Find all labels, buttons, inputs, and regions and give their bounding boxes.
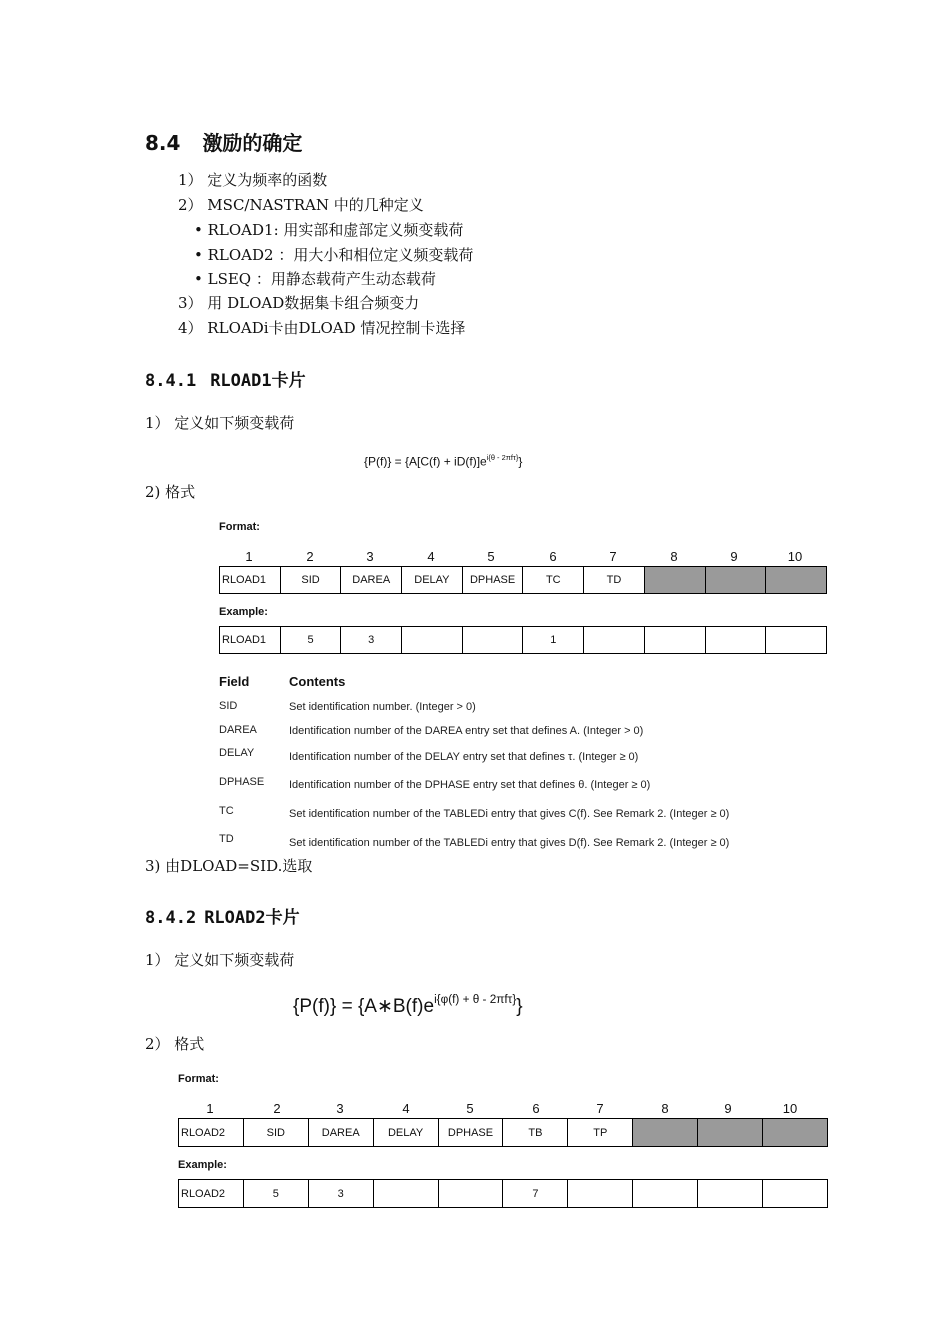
table-cell: DPHASE — [438, 1119, 503, 1147]
column-numbers — [178, 1101, 828, 1117]
table-cell: 1 — [523, 627, 584, 654]
column-number: 8 — [661, 1101, 669, 1116]
contents-column-header: Contents — [289, 674, 346, 689]
table-cell — [705, 627, 766, 654]
equation-main: {P(f)} = {A∗B(f)e — [293, 995, 435, 1017]
table-cell-shaded — [763, 1119, 828, 1147]
intro-bullet: • RLOAD1: 用实部和虚部定义频变载荷 — [194, 221, 464, 239]
table-cell — [766, 627, 827, 654]
table-cell — [568, 1180, 633, 1208]
example-label: Example: — [219, 606, 268, 618]
field-name: SID — [219, 700, 238, 712]
table-cell: DPHASE — [462, 567, 523, 594]
table-cell: DAREA — [341, 567, 402, 594]
column-number: 10 — [782, 1101, 798, 1116]
rload2-equation — [293, 993, 523, 1018]
column-number: 3 — [336, 1101, 344, 1116]
subsection-title: RLOAD2卡片 — [204, 908, 300, 928]
rload1-format-table — [219, 566, 827, 594]
step-3-text: 3) 由DLOAD=SID.选取 — [145, 857, 313, 875]
column-number: 2 — [273, 1101, 281, 1116]
step-2-text: 2） 格式 — [145, 1035, 205, 1053]
intro-item: 1） 定义为频率的函数 — [178, 171, 328, 189]
table-cell: TD — [584, 567, 645, 594]
column-number: 7 — [609, 549, 617, 564]
column-number: 6 — [549, 549, 557, 564]
column-number: 3 — [366, 549, 374, 564]
table-row — [179, 1180, 828, 1208]
equation-end: } — [518, 454, 523, 469]
table-cell-shaded — [644, 567, 705, 594]
table-cell: TC — [523, 567, 584, 594]
step-1-text: 1） 定义如下频变载荷 — [145, 951, 295, 969]
rload2-format-table — [178, 1118, 828, 1147]
column-number: 1 — [206, 1101, 214, 1116]
field-description: Identification number of the DELAY entry set that defines τ. (Integer ≥ 0) — [289, 751, 639, 763]
table-cell: SID — [280, 567, 341, 594]
table-cell: TB — [503, 1119, 568, 1147]
column-number: 5 — [466, 1101, 474, 1116]
table-cell: 3 — [308, 1180, 373, 1208]
table-cell-shaded — [633, 1119, 698, 1147]
equation-exponent: i{θ - 2πfτ} — [486, 453, 519, 462]
table-cell: DAREA — [308, 1119, 373, 1147]
equation-main: {P(f)} = {A[C(f) + iD(f)]e — [364, 454, 487, 469]
column-number: 9 — [730, 549, 738, 564]
equation-end: } — [516, 995, 523, 1017]
table-cell: TP — [568, 1119, 633, 1147]
column-number: 6 — [532, 1101, 540, 1116]
table-cell — [698, 1180, 763, 1208]
table-cell: 7 — [503, 1180, 568, 1208]
field-name: TD — [219, 833, 234, 845]
step-2-text: 2) 格式 — [145, 483, 196, 501]
format-label: Format: — [178, 1073, 219, 1085]
table-cell: RLOAD1 — [220, 567, 281, 594]
example-label: Example: — [178, 1159, 227, 1171]
table-cell-shaded — [766, 567, 827, 594]
table-cell-shaded — [698, 1119, 763, 1147]
field-name: TC — [219, 805, 234, 817]
subsection-title: RLOAD1卡片 — [210, 371, 306, 391]
intro-bullet: • LSEQ ：用静态载荷产生动态载荷 — [194, 270, 436, 288]
table-cell: RLOAD2 — [179, 1119, 244, 1147]
table-cell — [438, 1180, 503, 1208]
intro-bullet: • RLOAD2 ：用大小和相位定义频变载荷 — [194, 246, 474, 264]
column-number: 1 — [245, 549, 253, 564]
column-numbers — [219, 549, 826, 565]
table-cell — [462, 627, 523, 654]
table-cell: 3 — [341, 627, 402, 654]
rload1-equation — [364, 453, 522, 469]
table-cell — [402, 627, 463, 654]
field-description: Identification number of the DAREA entry set that defines A. (Integer > 0) — [289, 725, 644, 737]
field-name: DELAY — [219, 747, 255, 759]
rload1-example-table — [219, 626, 827, 654]
table-cell: SID — [243, 1119, 308, 1147]
field-description: Set identification number of the TABLEDi entry that gives D(f). See Remark 2. (Integer ≥ 0) — [289, 837, 730, 849]
step-1-text: 1） 定义如下频变载荷 — [145, 414, 295, 432]
table-cell — [763, 1180, 828, 1208]
column-number: 4 — [427, 549, 435, 564]
table-row — [179, 1119, 828, 1147]
field-description: Set identification number. (Integer > 0) — [289, 701, 476, 713]
table-cell: 5 — [243, 1180, 308, 1208]
table-cell — [584, 627, 645, 654]
table-cell: DELAY — [373, 1119, 438, 1147]
field-description: Set identification number of the TABLEDi entry that gives C(f). See Remark 2. (Integer ≥ 0) — [289, 808, 730, 820]
field-column-header: Field — [219, 674, 250, 689]
section-number: 8.4 — [145, 131, 181, 155]
field-name: DAREA — [219, 724, 257, 736]
column-number: 5 — [487, 549, 495, 564]
intro-item: 3） 用 DLOAD数据集卡组合频变力 — [178, 294, 420, 312]
subsection-number: 8.4.1 — [145, 371, 197, 391]
column-number: 4 — [402, 1101, 410, 1116]
subsection-heading-rload1 — [145, 366, 306, 391]
equation-exponent: i{φ(f) + θ - 2πfτ} — [434, 993, 517, 1006]
field-description: Identification number of the DPHASE entry set that defines θ. (Integer ≥ 0) — [289, 779, 651, 791]
section-heading — [145, 127, 302, 156]
table-cell — [644, 627, 705, 654]
column-number: 2 — [306, 549, 314, 564]
section-title: 激励的确定 — [202, 131, 303, 155]
rload2-example-table — [178, 1179, 828, 1208]
column-number: 7 — [596, 1101, 604, 1116]
table-row — [220, 627, 827, 654]
table-cell: DELAY — [402, 567, 463, 594]
subsection-heading-rload2 — [145, 903, 300, 928]
table-cell: RLOAD2 — [179, 1180, 244, 1208]
table-cell-shaded — [705, 567, 766, 594]
column-number: 8 — [670, 549, 678, 564]
column-number: 10 — [787, 549, 803, 564]
table-cell: 5 — [280, 627, 341, 654]
subsection-number: 8.4.2 — [145, 908, 197, 928]
intro-item: 4） RLOADi卡由DLOAD 情况控制卡选择 — [178, 319, 466, 337]
intro-item: 2） MSC/NASTRAN 中的几种定义 — [178, 196, 424, 214]
table-cell: RLOAD1 — [220, 627, 281, 654]
table-cell — [373, 1180, 438, 1208]
field-name: DPHASE — [219, 776, 265, 788]
format-label: Format: — [219, 521, 260, 533]
table-cell — [633, 1180, 698, 1208]
column-number: 9 — [724, 1101, 732, 1116]
table-row — [220, 567, 827, 594]
